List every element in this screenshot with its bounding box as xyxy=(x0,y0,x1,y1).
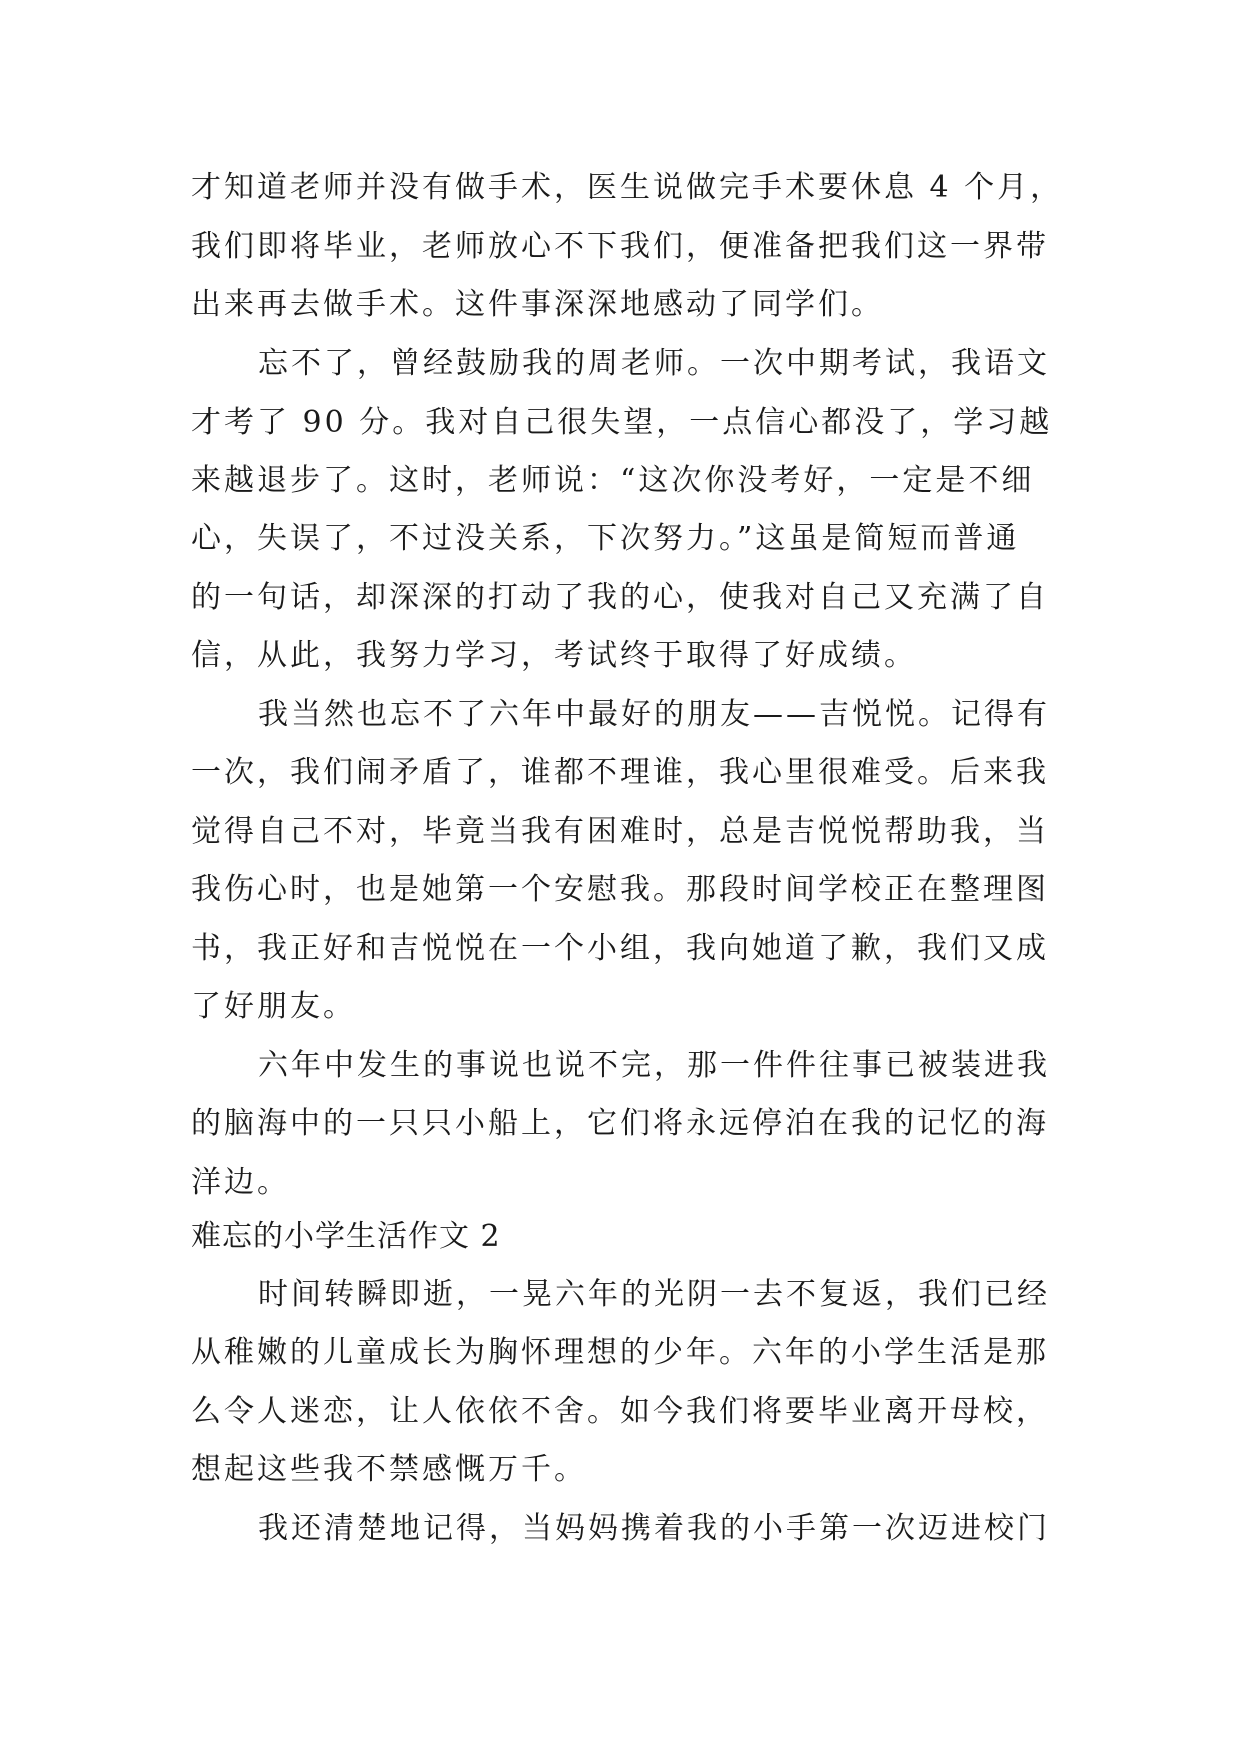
text-line: 才知道老师并没有做手术，医生说做完手术要休息 4 个月， xyxy=(191,170,1064,205)
paragraph-first-line: 我当然也忘不了六年中最好的朋友——吉悦悦。记得有 xyxy=(258,697,1050,732)
text-line: 信，从此，我努力学习，考试终于取得了好成绩。 xyxy=(191,638,917,673)
text-line: 才考了 90 分。我对自己很失望，一点信心都没了，学习越 xyxy=(191,405,1053,440)
text-line: 的一句话，却深深的打动了我的心，使我对自己又充满了自 xyxy=(191,580,1049,615)
text-line: 我伤心时，也是她第一个安慰我。那段时间学校正在整理图 xyxy=(191,872,1049,907)
text-line: 想起这些我不禁感慨万千。 xyxy=(191,1452,587,1487)
text-line: 了好朋友。 xyxy=(191,989,356,1024)
text-line: 觉得自己不对，毕竟当我有困难时，总是吉悦悦帮助我，当 xyxy=(191,814,1049,849)
paragraph-first-line: 我还清楚地记得，当妈妈携着我的小手第一次迈进校门 xyxy=(258,1511,1050,1546)
paragraph-first-line: 六年中发生的事说也说不完，那一件件往事已被装进我 xyxy=(258,1048,1050,1083)
paragraph-first-line: 时间转瞬即逝，一晃六年的光阴一去不复返，我们已经 xyxy=(258,1277,1050,1312)
text-line: 的脑海中的一只只小船上，它们将永远停泊在我的记忆的海 xyxy=(191,1106,1049,1141)
text-line: 从稚嫩的儿童成长为胸怀理想的少年。六年的小学生活是那 xyxy=(191,1335,1049,1370)
text-line: 来越退步了。这时，老师说：“这次你没考好，一定是不细 xyxy=(191,463,1035,498)
text-line: 一次，我们闹矛盾了，谁都不理谁，我心里很难受。后来我 xyxy=(191,755,1049,790)
paragraph-first-line: 忘不了，曾经鼓励我的周老师。一次中期考试，我语文 xyxy=(258,346,1050,381)
text-line: 洋边。 xyxy=(191,1165,290,1200)
text-line: 么令人迷恋，让人依依不舍。如今我们将要毕业离开母校， xyxy=(191,1394,1049,1429)
text-line: 书，我正好和吉悦悦在一个小组，我向她道了歉，我们又成 xyxy=(191,931,1049,966)
section-heading: 难忘的小学生活作文 2 xyxy=(191,1219,501,1254)
text-line: 心，失误了，不过没关系，下次努力。”这虽是简短而普通 xyxy=(191,521,1020,556)
text-line: 出来再去做手术。这件事深深地感动了同学们。 xyxy=(191,287,884,322)
text-line: 我们即将毕业，老师放心不下我们，便准备把我们这一界带 xyxy=(191,229,1049,264)
